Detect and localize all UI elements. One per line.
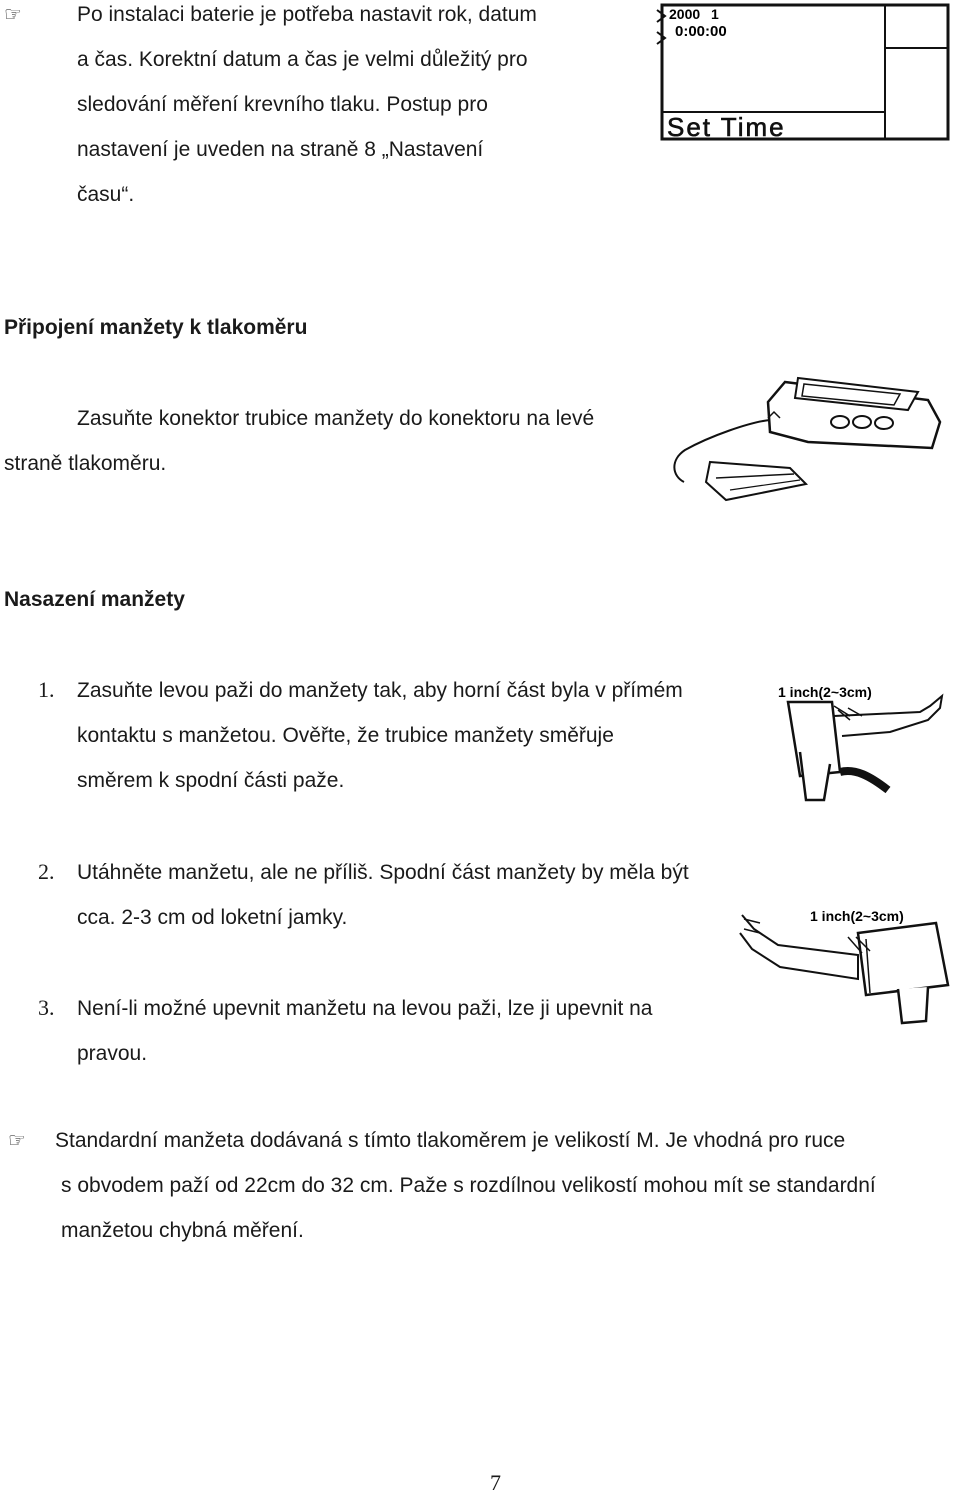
text-line: pravou. — [77, 1042, 148, 1065]
text-line: Zasuňte levou paži do manžety tak, aby horní část byla v přímém — [77, 679, 683, 702]
section-heading: Připojení manžety k tlakoměru — [4, 316, 308, 339]
arm-cuff-figure-right — [738, 893, 953, 1033]
section-heading: Nasazení manžety — [4, 588, 185, 611]
text-line: Zasuňte konektor trubice manžety do konektoru na levé — [77, 407, 595, 430]
battery-note-text — [77, 0, 637, 217]
text-line: Standardní manžeta dodávaná s tímto tlakoměrem je velikostí M. Je vhodná pro ruce — [55, 1129, 846, 1152]
figure-label: 1 inch(2~3cm) — [810, 908, 904, 924]
text-line: sledování měření krevního tlaku. Postup pro — [77, 93, 488, 116]
text-line: cca. 2-3 cm od loketní jamky. — [77, 906, 348, 929]
step-text — [77, 850, 737, 940]
monitor-cuff-illustration — [670, 372, 945, 514]
lcd-year: 2000 — [669, 6, 701, 22]
text-line: směrem k spodní části paže. — [77, 769, 345, 792]
step-number: 2. — [38, 859, 55, 884]
pointing-hand-icon: ☞ — [8, 1128, 26, 1152]
text-line: času“. — [77, 183, 135, 206]
step-text — [77, 668, 737, 803]
text-line: Utáhněte manžetu, ale ne příliš. Spodní část manžety by měla být — [77, 861, 689, 884]
step-number: 3. — [38, 995, 55, 1020]
text-line: s obvodem paží od 22cm do 32 cm. Paže s rozdílnou velikostí mohou mít se standardní — [61, 1174, 876, 1197]
step-number: 1. — [38, 677, 55, 702]
text-line: straně tlakoměru. — [4, 452, 167, 475]
text-line: kontaktu s manžetou. Ověřte, že trubice manžety směřuje — [77, 724, 614, 747]
text-line: manžetou chybná měření. — [61, 1219, 304, 1242]
lcd-time: 0:00:00 — [675, 23, 727, 40]
pointing-hand-icon: ☞ — [4, 2, 22, 26]
step-text — [77, 986, 737, 1076]
text-line: nastavení je uveden na straně 8 „Nastavení — [77, 138, 484, 161]
standard-note-text — [55, 1118, 945, 1253]
text-line: Po instalaci baterie je potřeba nastavit rok, datum — [77, 3, 537, 26]
figure-label: 1 inch(2~3cm) — [778, 684, 872, 700]
text-line: Není-li možné upevnit manžetu na levou paži, lze ji upevnit na — [77, 997, 653, 1020]
text-line: a čas. Korektní datum a čas je velmi důležitý pro — [77, 48, 528, 71]
page-number: 7 — [490, 1470, 501, 1495]
lcd-display-figure — [655, 2, 955, 144]
lcd-month: 1 — [711, 6, 719, 22]
lcd-caption: Set Time — [667, 112, 786, 142]
arm-cuff-figure-left — [770, 672, 950, 810]
